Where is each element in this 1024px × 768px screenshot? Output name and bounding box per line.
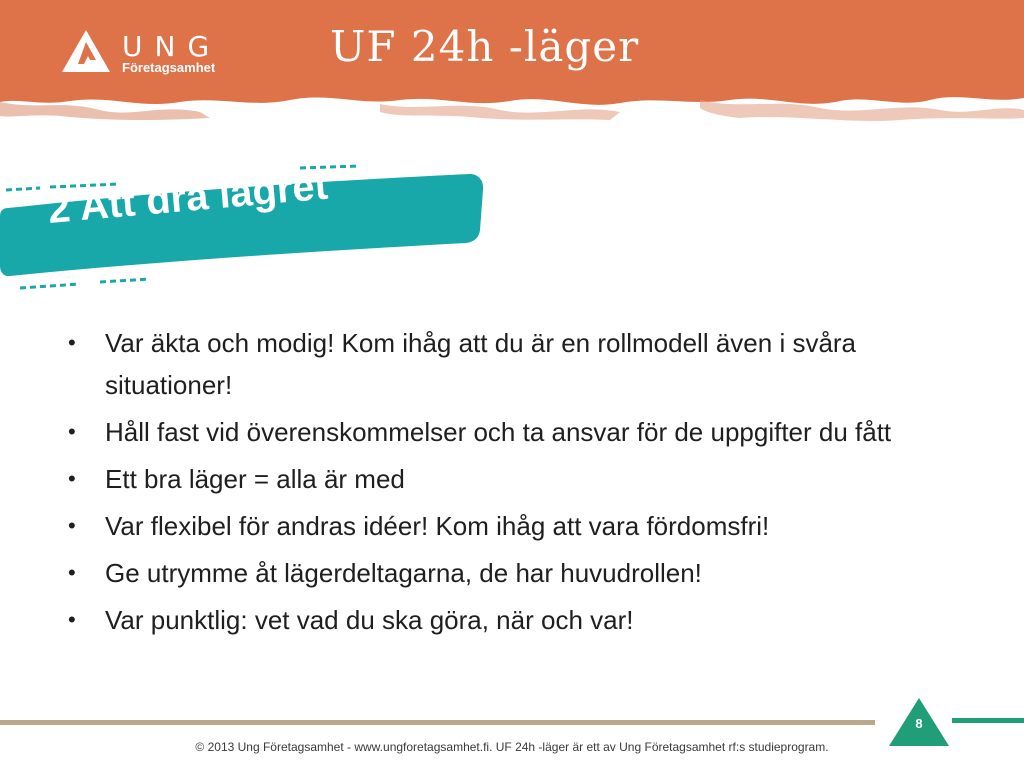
logo-mountain-icon: [60, 28, 112, 74]
list-item: [68, 458, 968, 500]
list-item: [68, 505, 968, 547]
section-heading: 2 Att dra lägret: [46, 163, 330, 232]
bullet-icon: •: [68, 419, 76, 444]
list-item: [68, 552, 968, 594]
copyright-text: © 2013 Ung Företagsamhet - www.ungforetagsamhet.fi. UF 24h -läger är ett av Ung Företagsamhet rf:s studieprogram.: [195, 740, 829, 754]
logo-word: UNG: [122, 30, 222, 63]
list-item: [68, 599, 968, 641]
page-title: UF 24h -läger: [330, 22, 640, 71]
bullet-text: Var punktlig: vet vad du ska göra, när och var!: [105, 605, 634, 635]
logo-subtitle: Företagsamhet: [122, 60, 216, 75]
list-item: [68, 411, 968, 453]
bullet-icon: •: [68, 560, 76, 585]
footer-divider: [0, 720, 875, 725]
bullet-text: Ett bra läger = alla är med: [105, 464, 405, 494]
page-number: 8: [915, 716, 923, 731]
bullet-icon: •: [68, 513, 76, 538]
bullet-icon: •: [68, 466, 76, 491]
footer-accent-line: [952, 718, 1024, 723]
bullet-list: [68, 322, 968, 646]
ung-foretagsamhet-logo[interactable]: [60, 28, 240, 78]
bullet-icon: •: [68, 607, 76, 632]
bullet-text: Ge utrymme åt lägerdeltagarna, de har huvudrollen!: [105, 558, 702, 588]
bullet-text: Var äkta och modig! Kom ihåg att du är en rollmodell även i svåra situationer!: [105, 328, 857, 400]
bullet-icon: •: [68, 330, 76, 355]
list-item: [68, 322, 968, 406]
header-bar: [0, 0, 1024, 135]
bullet-text: Håll fast vid överenskommelser och ta ansvar för de uppgifter du fått: [105, 417, 892, 447]
bullet-text: Var flexibel för andras idéer! Kom ihåg att vara fördomsfri!: [105, 511, 770, 541]
